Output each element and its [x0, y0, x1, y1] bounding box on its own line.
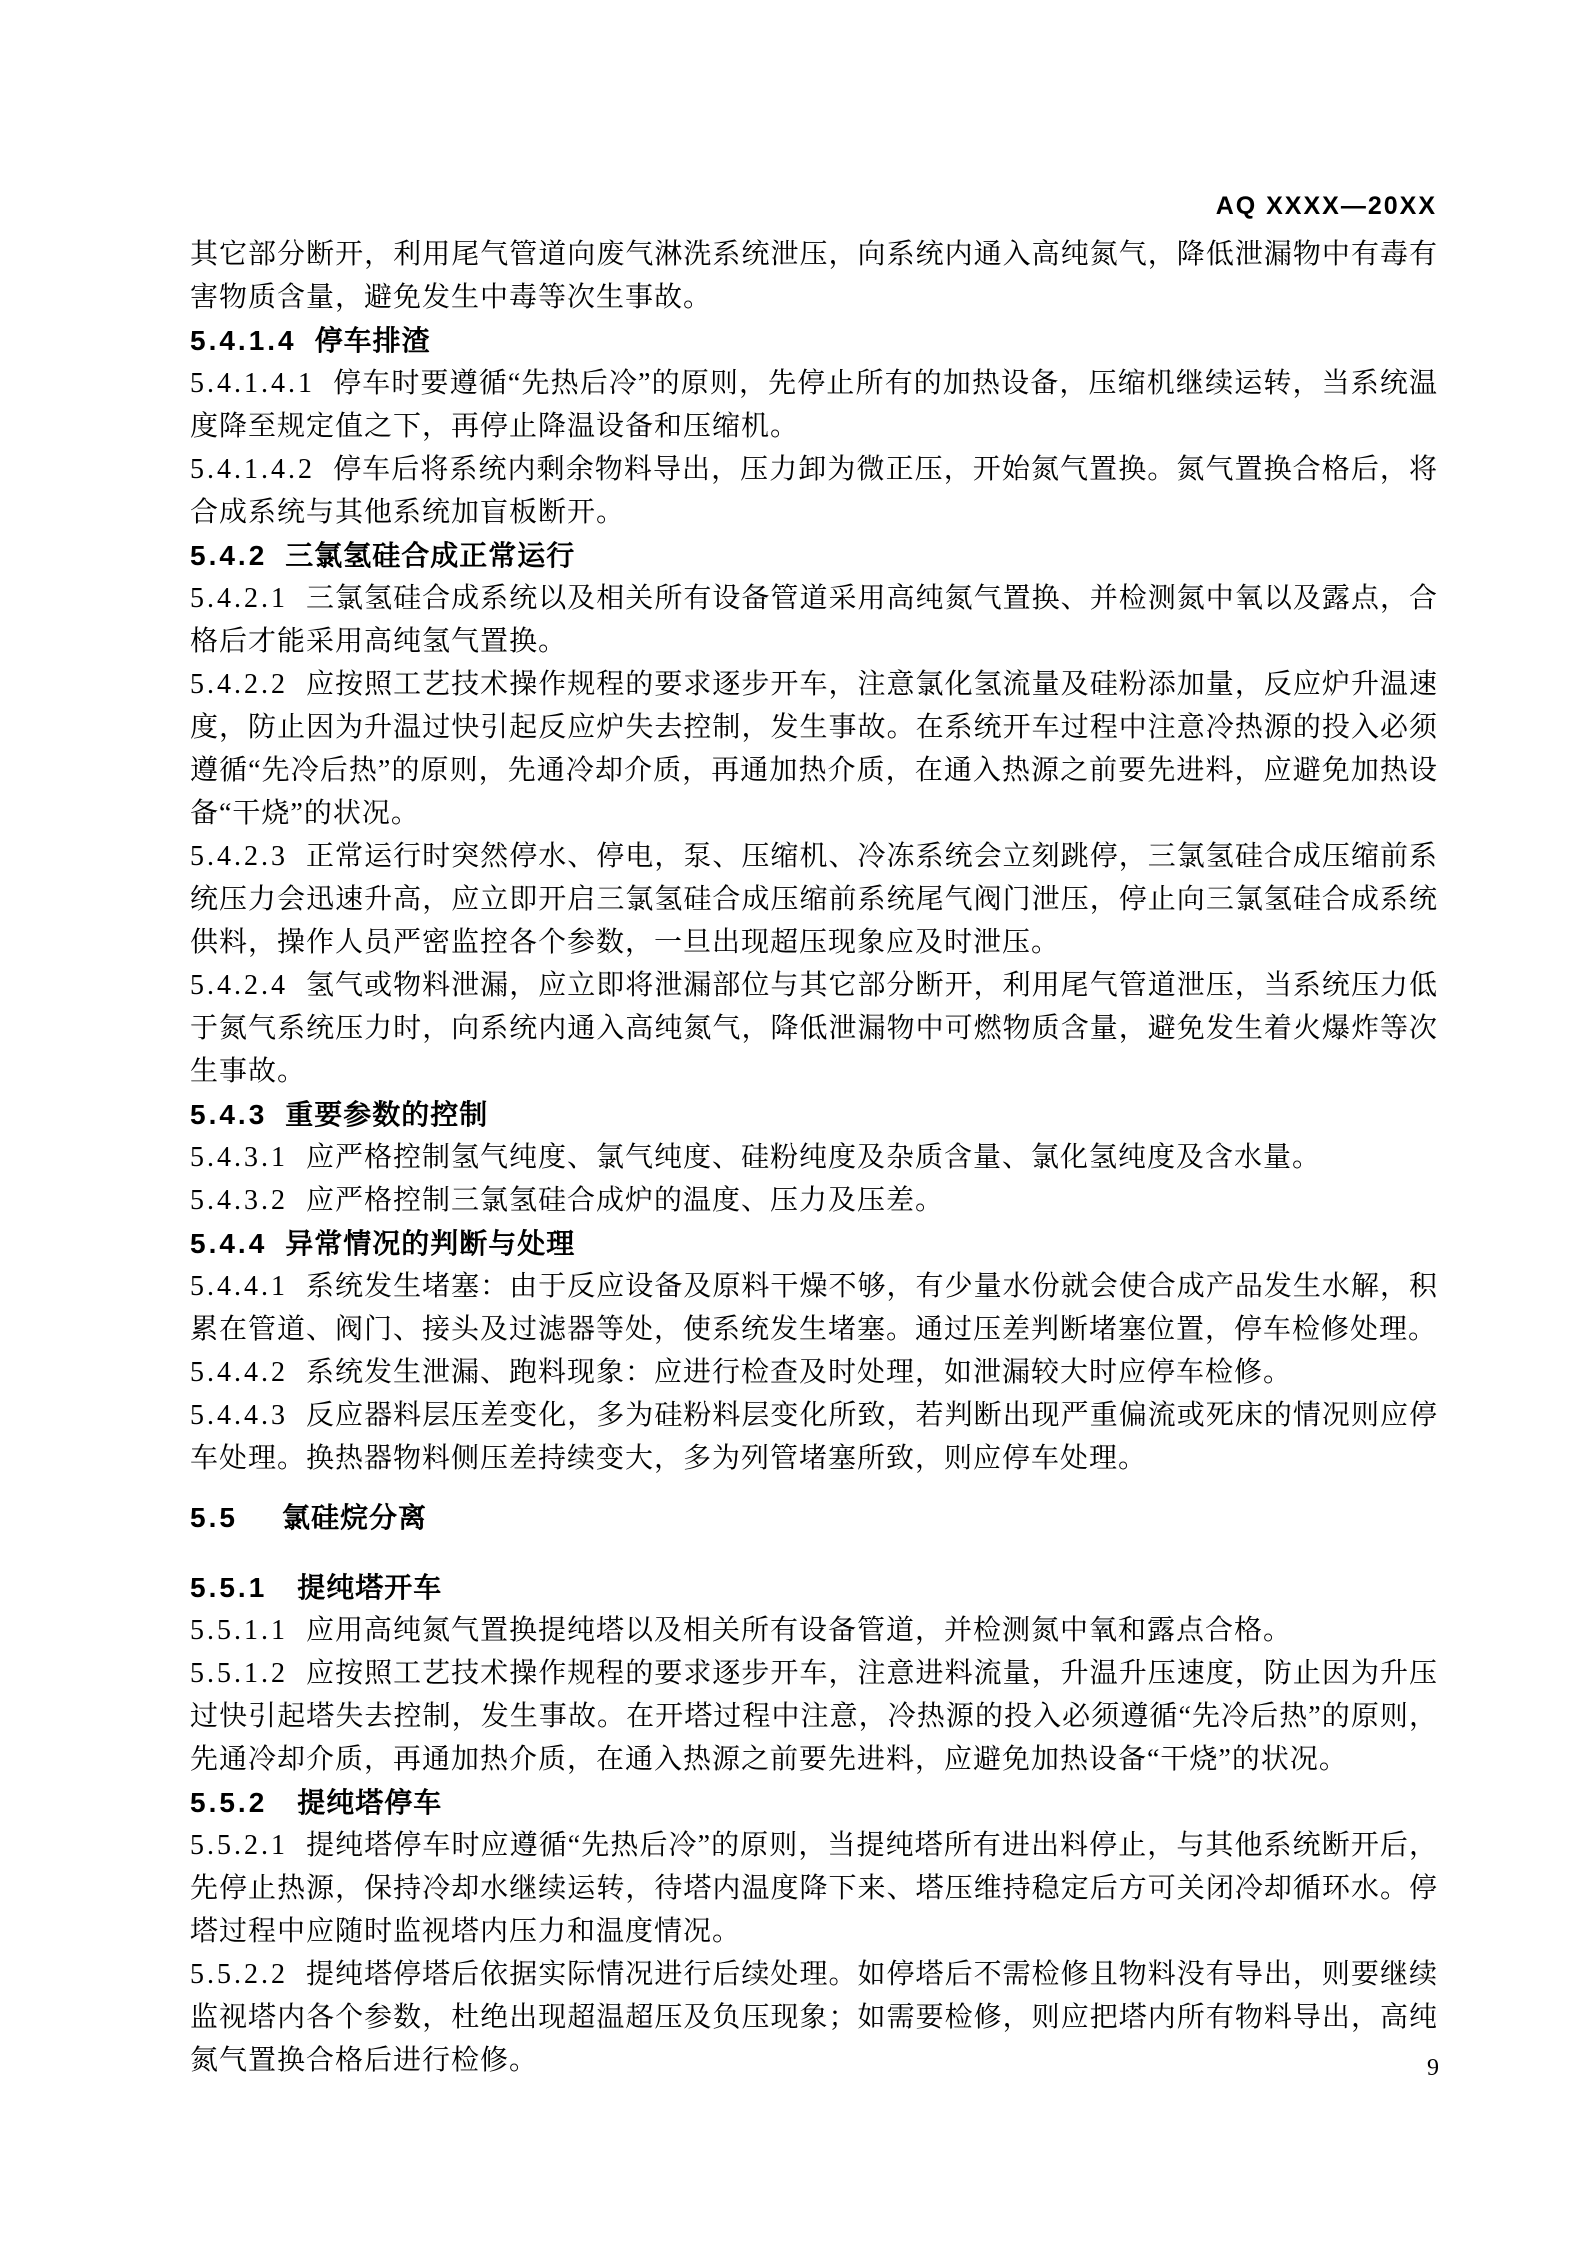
clause-paragraph	[190, 1652, 1438, 1781]
page-number: 9	[1427, 2055, 1439, 2081]
clause-text: 提纯塔停车	[297, 1787, 443, 1818]
clause-text: 系统发生泄漏、跑料现象：应进行检查及时处理，如泄漏较大时应停车检修。	[306, 1357, 1293, 1388]
clause-number: 5.4.2	[190, 540, 268, 571]
clause-text: 应严格控制三氯氢硅合成炉的温度、压力及压差。	[306, 1185, 945, 1216]
clause-number: 5.5.2.2	[190, 1959, 288, 1990]
clause-paragraph	[190, 1136, 1438, 1179]
clause-number: 5.4.2.4	[190, 970, 288, 1001]
clause-text: 应严格控制氢气纯度、氯气纯度、硅粉纯度及杂质含量、氯化氢纯度及含水量。	[306, 1142, 1322, 1173]
clause-paragraph	[190, 577, 1438, 663]
clause-paragraph	[190, 1394, 1438, 1480]
clause-paragraph	[190, 835, 1438, 964]
clause-text: 应用高纯氮气置换提纯塔以及相关所有设备管道，并检测氮中氧和露点合格。	[306, 1615, 1293, 1646]
clause-text: 氯硅烷分离	[281, 1502, 427, 1533]
subsection-heading	[190, 1781, 1438, 1824]
clause-number: 5.5.1.2	[190, 1658, 288, 1689]
clause-paragraph	[190, 1953, 1438, 2082]
clause-heading	[190, 534, 1438, 577]
clause-number: 5.4.4	[190, 1228, 268, 1259]
clause-number: 5.4.1.4	[190, 325, 297, 356]
standard-number-header: AQ XXXX—20XX	[1215, 192, 1437, 220]
clause-number: 5.5	[190, 1502, 238, 1533]
clause-number: 5.4.4.2	[190, 1357, 288, 1388]
clause-number: 5.4.3	[190, 1099, 268, 1130]
clause-number: 5.4.3.1	[190, 1142, 288, 1173]
clause-text: 重要参数的控制	[285, 1099, 489, 1130]
clause-number: 5.5.2.1	[190, 1830, 288, 1861]
clause-number: 5.4.3.2	[190, 1185, 288, 1216]
clause-paragraph	[190, 1824, 1438, 1953]
clause-paragraph	[190, 362, 1438, 448]
section-heading	[190, 1496, 1438, 1539]
clause-text: 三氯氢硅合成系统以及相关所有设备管道采用高纯氮气置换、并检测氮中氧以及露点，合格后才能采用高纯氢气置换。	[190, 583, 1438, 657]
clause-paragraph	[190, 448, 1438, 534]
clause-number: 5.5.2	[190, 1787, 268, 1818]
clause-text: 异常情况的判断与处理	[285, 1228, 576, 1259]
clause-text: 系统发生堵塞：由于反应设备及原料干燥不够，有少量水份就会使合成产品发生水解，积累在管道、阀门、接头及过滤器等处，使系统发生堵塞。通过压差判断堵塞位置，停车检修处理。	[190, 1271, 1438, 1345]
clause-text: 反应器料层压差变化，多为硅粉料层变化所致，若判断出现严重偏流或死床的情况则应停车处理。换热器物料侧压差持续变大，多为列管堵塞所致，则应停车处理。	[190, 1400, 1438, 1474]
clause-number: 5.4.4.1	[190, 1271, 288, 1302]
clause-paragraph	[190, 1179, 1438, 1222]
clause-heading	[190, 1222, 1438, 1265]
clause-paragraph	[190, 233, 1438, 319]
clause-paragraph	[190, 1609, 1438, 1652]
document-body	[190, 233, 1438, 2082]
clause-number: 5.4.4.3	[190, 1400, 288, 1431]
subsection-heading	[190, 1566, 1438, 1609]
clause-number: 5.4.1.4.2	[190, 454, 315, 485]
clause-number: 5.5.1.1	[190, 1615, 288, 1646]
clause-text: 应按照工艺技术操作规程的要求逐步开车，注意氯化氢流量及硅粉添加量，反应炉升温速度，防止因为升温过快引起反应炉失去控制，发生事故。在系统开车过程中注意冷热源的投入必须遵循“先冷后热”的原则，先通冷却介质，再通加热介质，在通入热源之前要先进料，应避免加热设备“干烧”的状况。	[190, 669, 1438, 829]
clause-text: 停车排渣	[314, 325, 431, 356]
clause-text: 应按照工艺技术操作规程的要求逐步开车，注意进料流量，升温升压速度，防止因为升压过快引起塔失去控制，发生事故。在开塔过程中注意，冷热源的投入必须遵循“先冷后热”的原则，先通冷却介质，再通加热介质，在通入热源之前要先进料，应避免加热设备“干烧”的状况。	[190, 1658, 1438, 1775]
clause-text: 提纯塔开车	[297, 1572, 443, 1603]
clause-heading	[190, 319, 1438, 362]
clause-text: 停车时要遵循“先热后冷”的原则，先停止所有的加热设备，压缩机继续运转，当系统温度降至规定值之下，再停止降温设备和压缩机。	[190, 368, 1438, 442]
clause-number: 5.5.1	[190, 1572, 268, 1603]
clause-paragraph	[190, 964, 1438, 1093]
clause-number: 5.4.1.4.1	[190, 368, 315, 399]
clause-text: 其它部分断开，利用尾气管道向废气淋洗系统泄压，向系统内通入高纯氮气，降低泄漏物中有毒有害物质含量，避免发生中毒等次生事故。	[190, 239, 1438, 313]
clause-heading	[190, 1093, 1438, 1136]
clause-paragraph	[190, 663, 1438, 835]
clause-text: 正常运行时突然停水、停电，泵、压缩机、冷冻系统会立刻跳停，三氯氢硅合成压缩前系统压力会迅速升高，应立即开启三氯氢硅合成压缩前系统尾气阀门泄压，停止向三氯氢硅合成系统供料，操作人员严密监控各个参数，一旦出现超压现象应及时泄压。	[190, 841, 1438, 958]
clause-paragraph	[190, 1265, 1438, 1351]
clause-number: 5.4.2.2	[190, 669, 288, 700]
clause-text: 提纯塔停塔后依据实际情况进行后续处理。如停塔后不需检修且物料没有导出，则要继续监视塔内各个参数，杜绝出现超温超压及负压现象；如需要检修，则应把塔内所有物料导出，高纯氮气置换合格后进行检修。	[190, 1959, 1438, 2076]
clause-number: 5.4.2.1	[190, 583, 288, 614]
clause-text: 停车后将系统内剩余物料导出，压力卸为微正压，开始氮气置换。氮气置换合格后，将合成系统与其他系统加盲板断开。	[190, 454, 1438, 528]
clause-text: 提纯塔停车时应遵循“先热后冷”的原则，当提纯塔所有进出料停止，与其他系统断开后，先停止热源，保持冷却水继续运转，待塔内温度降下来、塔压维持稳定后方可关闭冷却循环水。停塔过程中应随时监视塔内压力和温度情况。	[190, 1830, 1438, 1947]
clause-paragraph	[190, 1351, 1438, 1394]
clause-text: 氢气或物料泄漏，应立即将泄漏部位与其它部分断开，利用尾气管道泄压，当系统压力低于氮气系统压力时，向系统内通入高纯氮气，降低泄漏物中可燃物质含量，避免发生着火爆炸等次生事故。	[190, 970, 1438, 1087]
clause-number: 5.4.2.3	[190, 841, 288, 872]
clause-text: 三氯氢硅合成正常运行	[285, 540, 576, 571]
